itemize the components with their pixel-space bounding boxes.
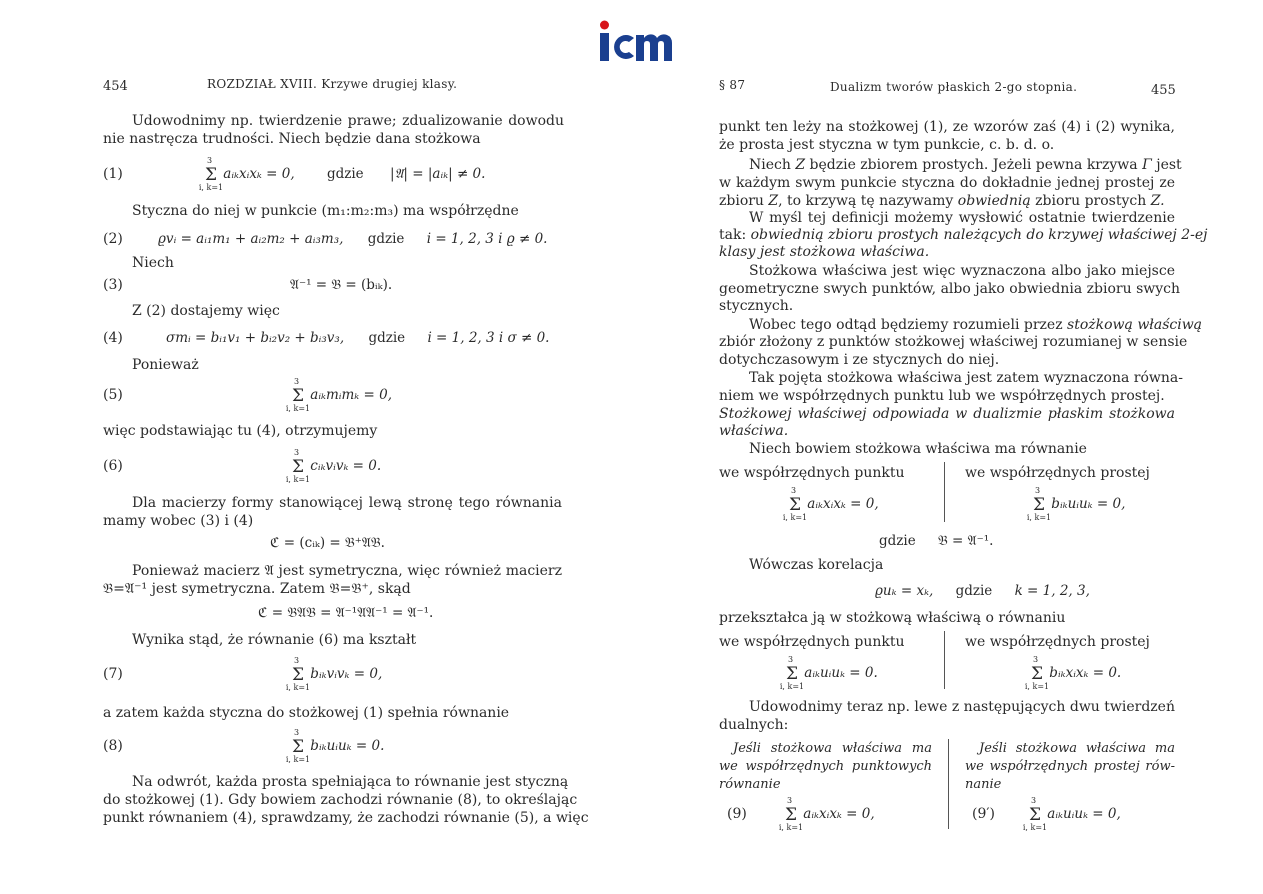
equation-line-1: Σ 3 i, k=1 bᵢₖuᵢuₖ = 0, [1026,485,1126,522]
text-line: tak: obwiednią zbioru prostych należących do krzywej właściwej 2-ej [719,227,1208,243]
text-line: Niech Z będzie zbiorem prostych. Jeżeli pewna krzywa Γ jest [749,157,1182,173]
sum-symbol: Σ 3 i, k=1 [285,376,311,413]
text-line: W myśl tej definicji możemy wysłowić ostatnie twierdzenie [749,210,1175,226]
text-line: Stożkowa właściwa jest więc wyznaczona albo jako miejsce [749,263,1175,279]
text-line: 𝔅=𝔄⁻¹ jest symetryczna. Zatem 𝔅=𝔅⁺, skąd [103,581,411,597]
equation-1: Σ 3 i, k=1 aᵢₖxᵢxₖ = 0, gdzie |𝔄| = |aᵢₖ| ≠ 0. [198,155,486,192]
page-number: 455 [1151,83,1176,98]
equation-5: Σ 3 i, k=1 aᵢₖmᵢmₖ = 0, [285,376,393,413]
equation-c2: ℭ = 𝔅𝔄𝔅 = 𝔄⁻¹𝔄𝔄⁻¹ = 𝔄⁻¹. [258,605,434,621]
text-line: Udowodnimy np. twierdzenie prawe; zdualizowanie dowodu [132,113,564,129]
column-heading-line: we współrzędnych prostej [965,634,1150,650]
left-page [0,0,631,894]
text-line: Ponieważ macierz 𝔄 jest symetryczna, więc również macierz [132,563,562,579]
section-mark: § 87 [719,78,746,92]
theorem-left-line: równanie [719,777,781,792]
text-line: geometryczne swych punktów, albo jako obwiednia zbioru swych [719,281,1181,297]
equation-2: ϱvᵢ = aᵢ₁m₁ + aᵢ₂m₂ + aᵢ₃m₃, gdzie i = 1, 2, 3 i ϱ ≠ 0. [158,231,548,247]
sum-symbol: Σ 3 i, k=1 [285,447,311,484]
sum-symbol: Σ 3 i, k=1 [778,795,804,832]
text-line: Wynika stąd, że równanie (6) ma kształt [132,632,417,648]
sum-symbol: Σ 3 i, k=1 [285,727,311,764]
equation-7: Σ 3 i, k=1 bᵢₖvᵢvₖ = 0, [285,655,383,692]
text-line: dotychczasowym i ze stycznych do niej. [719,352,1000,368]
text-line: Wówczas korelacja [749,557,884,573]
equation-c1: ℭ = (cᵢₖ) = 𝔅⁺𝔄𝔅. [270,535,385,551]
column-divider [944,462,945,522]
text-line: klasy jest stożkowa właściwa. [719,244,930,260]
theorem-right-line: we współrzędnych prostej rów- [965,759,1175,774]
column-divider [944,631,945,689]
text-line: Dla macierzy formy stanowiącej lewą stronę tego równania [132,495,562,511]
equation-8: Σ 3 i, k=1 bᵢₖuᵢuₖ = 0. [285,727,385,764]
theorem-right-line: nanie [965,777,1002,792]
column-divider [948,739,949,829]
text-line: niem we współrzędnych punktu lub we współrzędnych prostej. [719,388,1165,404]
text-line: zbioru Z, to krzywą tę nazywamy obwiednią zbioru prostych Z. [719,193,1165,209]
equation-number: (9′) [972,806,996,822]
equation-number: (1) [103,166,123,182]
text-line: Z (2) dostajemy więc [132,303,280,319]
equation-6: Σ 3 i, k=1 cᵢₖvᵢvₖ = 0. [285,447,382,484]
text-line: Styczna do niej w punkcie (m₁:m₂:m₃) ma współrzędne [132,203,519,219]
text-line: punkt ten leży na stożkowej (1), ze wzorów zaś (4) i (2) wynika, [719,119,1175,135]
equation-number: (3) [103,277,123,293]
text-line: a zatem każda styczna do stożkowej (1) spełnia równanie [103,705,510,721]
equation-number: (9) [727,806,747,822]
text-line: że prosta jest styczna w tym punkcie, c. b. d. o. [719,137,1055,153]
text-line: Stożkowej właściwej odpowiada w dualizmie płaskim stożkowa [719,406,1175,422]
equation-number: (7) [103,666,123,682]
text-line: właściwa. [719,423,789,439]
sum-symbol: Σ 3 i, k=1 [1024,654,1050,691]
text-line: Ponieważ [132,357,199,373]
where-clause: gdzie 𝔅 = 𝔄⁻¹. [879,533,994,549]
equation-number: (6) [103,458,123,474]
sum-symbol: Σ 3 i, k=1 [1022,795,1048,832]
text-line: Wobec tego odtąd będziemy rozumieli przez stożkową właściwą [749,317,1203,333]
running-header: ROZDZIAŁ XVIII. Krzywe drugiej klasy. [207,77,458,91]
equation-point-1: Σ 3 i, k=1 aᵢₖxᵢxₖ = 0, [782,485,879,522]
text-line: w każdym swym punkcie styczna do dokładnie jednej prostej ze [719,175,1175,191]
column-heading-point: we współrzędnych punktu [719,465,905,481]
text-line: do stożkowej (1). Gdy bowiem zachodzi równanie (8), to określając [103,792,578,808]
equation-number: (4) [103,330,123,346]
equation-point-2: Σ 3 i, k=1 aᵢₖuᵢuₖ = 0. [779,654,878,691]
equation-number: (8) [103,738,123,754]
text-line: Niech [132,255,174,271]
running-header: Dualizm tworów płaskich 2-go stopnia. [830,80,1078,94]
text-line: zbiór złożony z punktów stożkowej właściwej rozumianej w sensie [719,334,1188,350]
equation-line-2: Σ 3 i, k=1 bᵢₖxᵢxₖ = 0. [1024,654,1122,691]
column-heading-line: we współrzędnych prostej [965,465,1150,481]
text-line: mamy wobec (3) i (4) [103,513,254,529]
text-line: Tak pojęta stożkowa właściwa jest zatem wyznaczona równa- [749,370,1183,386]
text-line: więc podstawiając tu (4), otrzymujemy [103,423,378,439]
theorem-left-line: Jeśli stożkowa właściwa ma [733,741,932,756]
text-line: Na odwrót, każda prosta spełniająca to równanie jest styczną [132,774,569,790]
page-number: 454 [103,79,128,94]
equation-9-prime: Σ 3 i, k=1 aᵢₖuᵢuₖ = 0, [1022,795,1121,832]
sum-symbol: Σ 3 i, k=1 [1026,485,1052,522]
theorem-right-line: Jeśli stożkowa właściwa ma [979,741,1175,756]
sum-symbol: Σ 3 i, k=1 [782,485,808,522]
equation-4: σmᵢ = bᵢ₁v₁ + bᵢ₂v₂ + bᵢ₃v₃, gdzie i = 1, 2, 3 i σ ≠ 0. [166,330,550,346]
text-line: Niech bowiem stożkowa właściwa ma równanie [749,441,1087,457]
equation-number: (5) [103,387,123,403]
equation-9: Σ 3 i, k=1 aᵢₖxᵢxₖ = 0, [778,795,875,832]
correlation-equation: ϱuₖ = xₖ, gdzie k = 1, 2, 3, [875,583,1090,599]
text-line: stycznych. [719,298,794,314]
sum-symbol: Σ 3 i, k=1 [198,155,224,192]
text-line: Udowodnimy teraz np. lewe z następujących dwu twierdzeń [749,699,1175,715]
sum-symbol: Σ 3 i, k=1 [779,654,805,691]
text-line: punkt równaniem (4), sprawdzamy, że zachodzi równanie (5), a więc [103,810,589,826]
text-line: dualnych: [719,717,789,733]
theorem-left-line: we współrzędnych punktowych [719,759,932,774]
text-line: przekształca ją w stożkową właściwą o równaniu [719,610,1066,626]
equation-3: 𝔄⁻¹ = 𝔅 = (bᵢₖ). [290,277,393,293]
column-heading-point: we współrzędnych punktu [719,634,905,650]
text-line: nie nastręcza trudności. Niech będzie dana stożkowa [103,131,481,147]
right-page [631,0,1263,894]
sum-symbol: Σ 3 i, k=1 [285,655,311,692]
equation-number: (2) [103,231,123,247]
